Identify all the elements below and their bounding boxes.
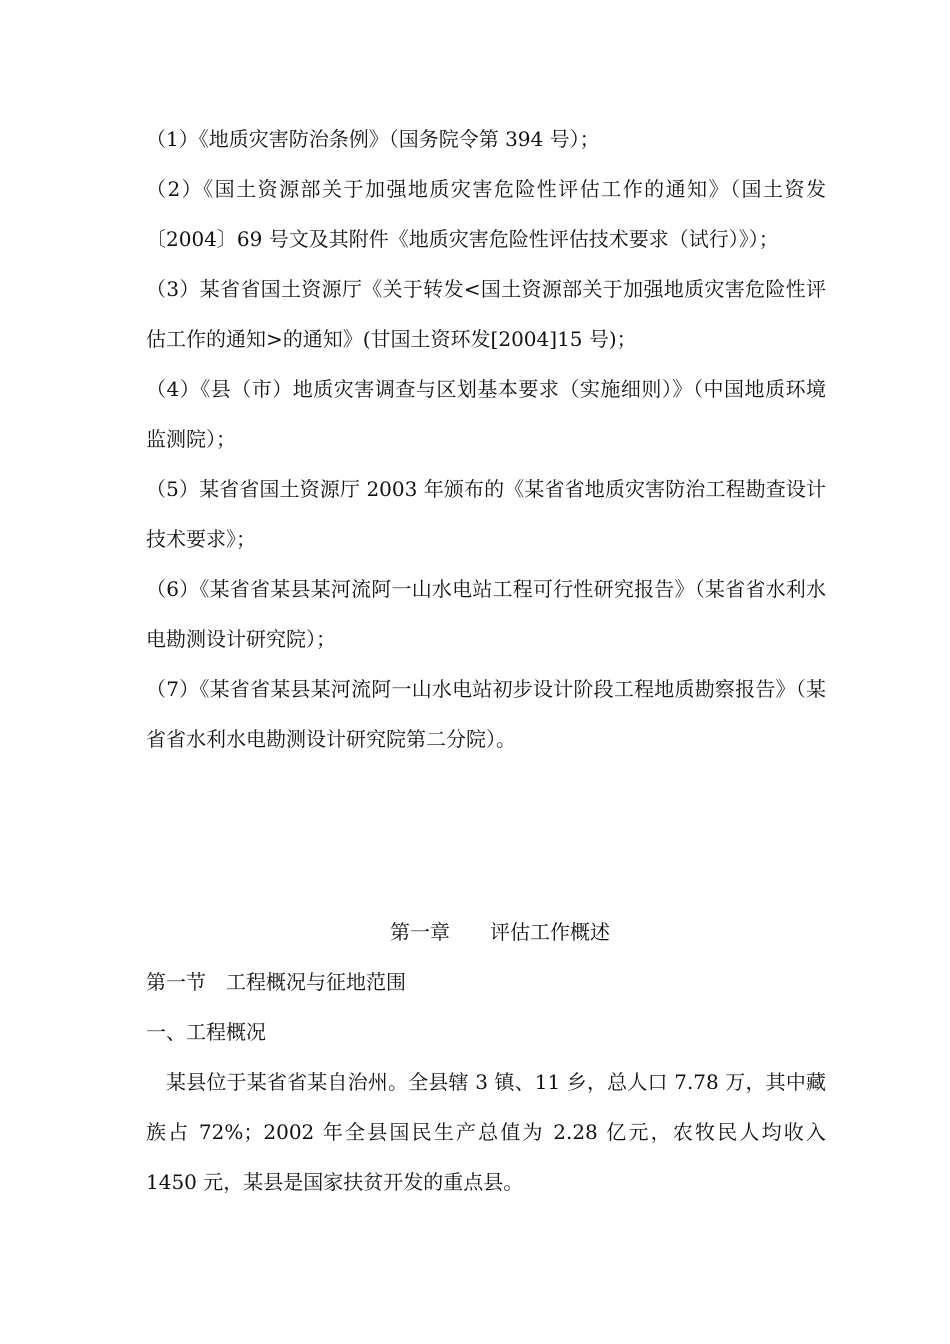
chapter-number: 第一章 xyxy=(390,920,450,944)
section-heading xyxy=(146,957,826,1007)
section-block xyxy=(146,957,826,1207)
subsection-heading: 一、工程概况 xyxy=(146,1020,266,1044)
reference-item-1: （1）《地质灾害防治条例》（国务院令第 394 号）； xyxy=(146,127,600,151)
chapter-title: 评估工作概述 xyxy=(490,920,610,944)
body-paragraph: 某县位于某省省某自治州。全县辖 3 镇、11 乡，总人口 7.78 万，其中藏族占 72%；2002 年全县国民生产总值为 2.28 亿元，农牧民人均收入 1450 元，某县是国家扶贫开发的重点县。 xyxy=(146,1070,826,1194)
reference-item-2: （2）《国土资源部关于加强地质灾害危险性评估工作的通知》（国土资发〔2004〕69 号文及其附件《地质灾害危险性评估技术要求（试行）》）； xyxy=(146,177,826,251)
section-title: 工程概况与征地范围 xyxy=(226,970,406,994)
reference-item-7: （7）《某省省某县某河流阿一山水电站初步设计阶段工程地质勘察报告》（某省省水利水电勘测设计研究院第二分院）。 xyxy=(146,677,826,751)
section-number: 第一节 xyxy=(146,970,206,994)
reference-item-4: （4）《县（市）地质灾害调查与区划基本要求（实施细则）》（中国地质环境监测院）； xyxy=(146,377,826,451)
reference-item-3: （3）某省省国土资源厅《关于转发<国土资源部关于加强地质灾害危险性评估工作的通知>的通知》(甘国土资环发[2004]15 号)； xyxy=(146,277,826,351)
reference-list xyxy=(146,114,826,764)
reference-item-6: （6）《某省省某县某河流阿一山水电站工程可行性研究报告》（某省省水利水电勘测设计研究院）； xyxy=(146,577,826,651)
chapter-heading xyxy=(0,907,950,957)
reference-item-5: （5）某省省国土资源厅 2003 年颁布的《某省省地质灾害防治工程勘查设计技术要求》； xyxy=(146,477,826,551)
